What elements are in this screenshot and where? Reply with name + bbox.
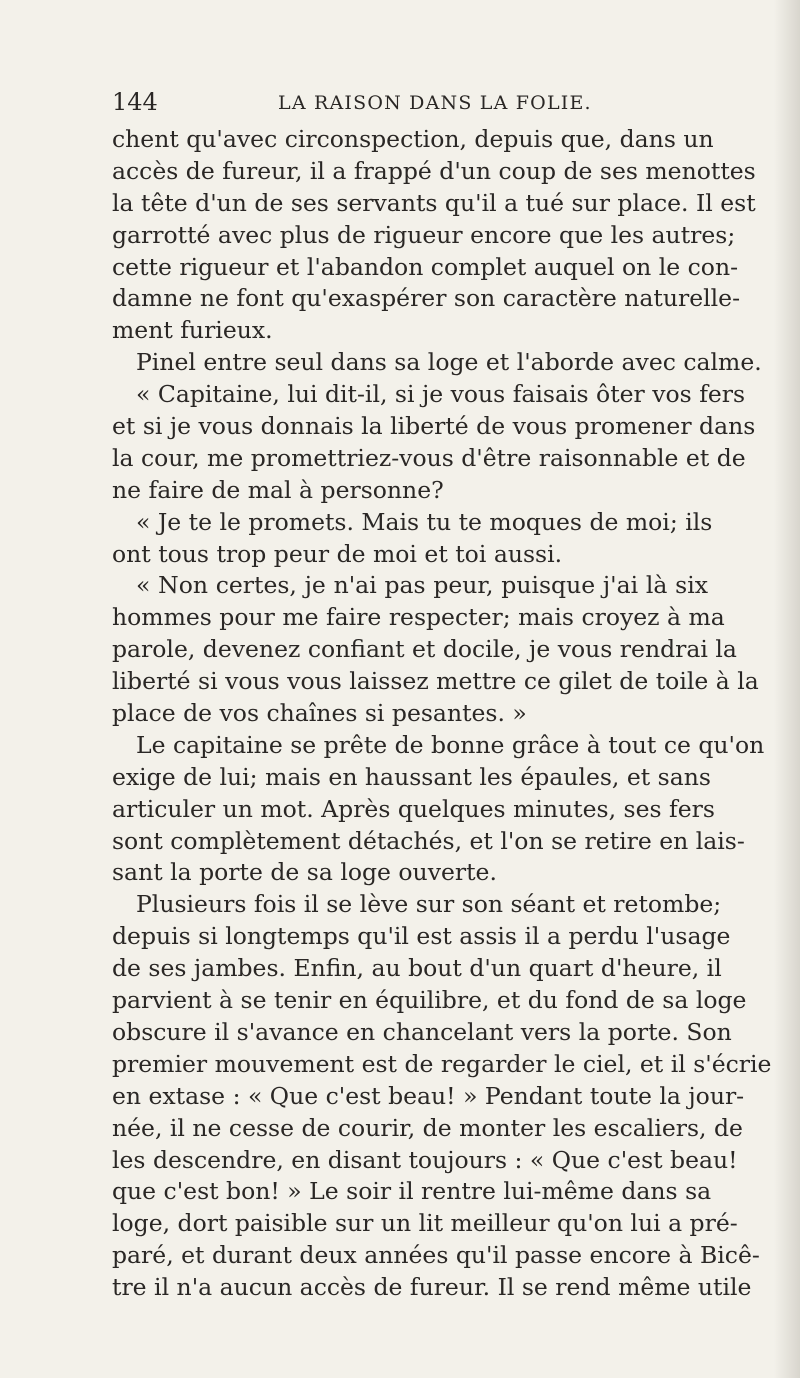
text-line: ne faire de mal à personne? — [112, 475, 444, 504]
text-line: que c'est bon! » Le soir il rentre lui-même dans sa — [112, 1177, 712, 1206]
text-line: « Je te le promets. Mais tu te moques de moi; ils — [136, 507, 713, 536]
text-line: Plusieurs fois il se lève sur son séant et retombe; — [136, 890, 722, 919]
text-line: ment furieux. — [112, 316, 273, 345]
text-line: ont tous trop peur de moi et toi aussi. — [112, 539, 563, 568]
text-line: accès de fureur, il a frappé d'un coup de ses menottes — [112, 156, 756, 185]
text-line: damne ne font qu'exaspérer son caractère naturelle- — [112, 284, 741, 313]
text-line: sont complètement détachés, et l'on se retire en lais- — [112, 826, 745, 855]
text-line: obscure il s'avance en chancelant vers la porte. Son — [112, 1017, 732, 1046]
text-line: en extase : « Que c'est beau! » Pendant toute la jour- — [112, 1081, 745, 1110]
text-line: de ses jambes. Enfin, au bout d'un quart d'heure, il — [112, 954, 722, 983]
text-line: depuis si longtemps qu'il est assis il a perdu l'usage — [112, 922, 731, 951]
text-line: loge, dort paisible sur un lit meilleur qu'on lui a pré- — [112, 1209, 738, 1238]
text-line: Pinel entre seul dans sa loge et l'aborde avec calme. — [136, 348, 762, 377]
text-line: Le capitaine se prête de bonne grâce à tout ce qu'on — [136, 730, 765, 759]
text-line: et si je vous donnais la liberté de vous promener dans — [112, 412, 756, 441]
text-line: liberté si vous vous laissez mettre ce gilet de toile à la — [112, 667, 759, 696]
text-line: premier mouvement est de regarder le ciel, et il s'écrie — [112, 1049, 772, 1078]
text-line: cette rigueur et l'abandon complet auquel on le con- — [112, 252, 739, 281]
body-text — [112, 124, 772, 1304]
text-line: la tête d'un de ses servants qu'il a tué sur place. Il est — [112, 188, 756, 217]
text-line: place de vos chaînes si pesantes. » — [112, 699, 527, 728]
text-line: « Non certes, je n'ai pas peur, puisque j'ai là six — [136, 571, 708, 600]
text-line: hommes pour me faire respecter; mais croyez à ma — [112, 603, 725, 632]
text-line: les descendre, en disant toujours : « Que c'est beau! — [112, 1145, 738, 1174]
page-header — [112, 88, 712, 118]
text-line: « Capitaine, lui dit-il, si je vous faisais ôter vos fers — [136, 380, 746, 409]
text-line: exige de lui; mais en haussant les épaules, et sans — [112, 762, 711, 791]
text-line: paré, et durant deux années qu'il passe encore à Bicê- — [112, 1241, 760, 1270]
running-head: LA RAISON DANS LA FOLIE. — [278, 92, 592, 114]
text-line: la cour, me promettriez-vous d'être raisonnable et de — [112, 443, 746, 472]
text-line: garrotté avec plus de rigueur encore que les autres; — [112, 220, 736, 249]
text-line: parole, devenez confiant et docile, je vous rendrai la — [112, 635, 737, 664]
text-line: sant la porte de sa loge ouverte. — [112, 858, 497, 887]
text-line: articuler un mot. Après quelques minutes, ses fers — [112, 794, 715, 823]
text-line: tre il n'a aucun accès de fureur. Il se rend même utile — [112, 1273, 752, 1302]
text-line: chent qu'avec circonspection, depuis que, dans un — [112, 125, 714, 153]
text-line: née, il ne cesse de courir, de monter les escaliers, de — [112, 1113, 743, 1142]
page-number: 144 — [112, 88, 158, 116]
text-line: parvient à se tenir en équilibre, et du fond de sa loge — [112, 986, 747, 1015]
